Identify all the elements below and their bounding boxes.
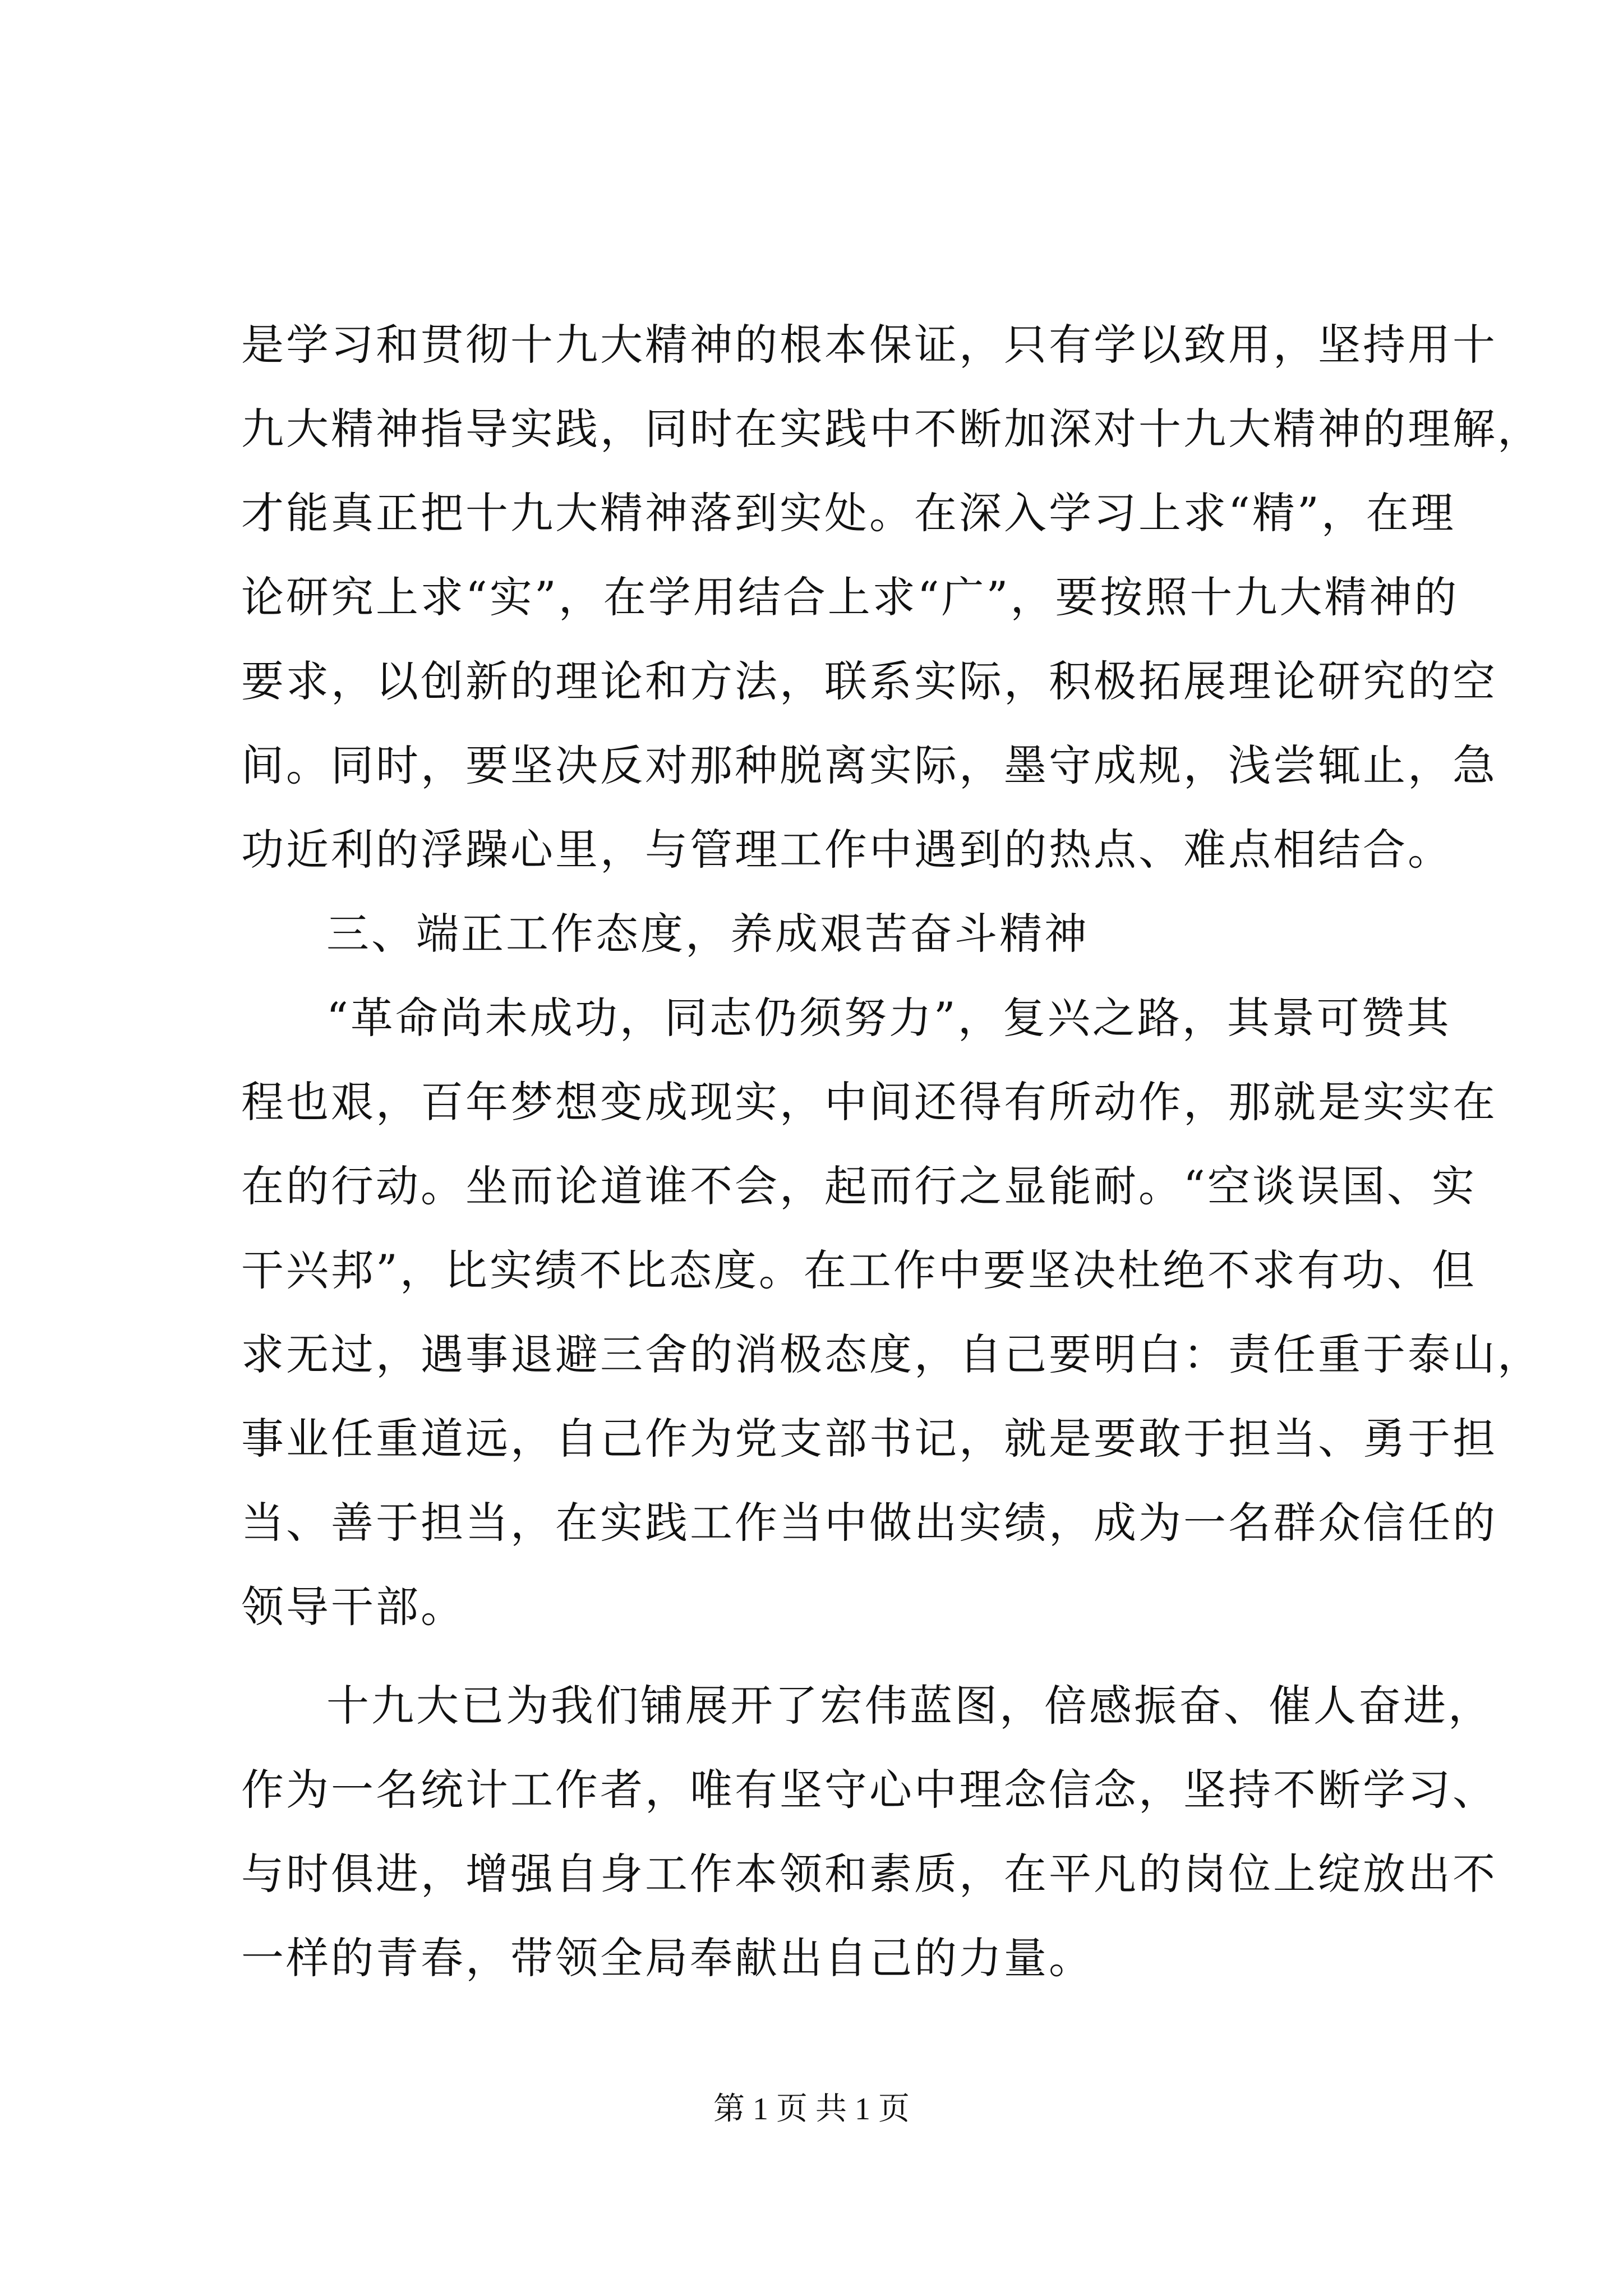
- text-line: 干兴邦”，比实绩不比态度。在工作中要坚决杜绝不求有功、但: [241, 1245, 1477, 1295]
- text-line: 在的行动。坐而论道谁不会，起而行之显能耐。“空谈误国、实: [241, 1161, 1477, 1211]
- text-line: 要求，以创新的理论和方法，联系实际，积极拓展理论研究的空: [241, 656, 1497, 706]
- text-line: 十九大已为我们铺展开了宏伟蓝图，倍感振奋、催人奋进，: [326, 1681, 1493, 1731]
- text-line: 事业任重道远，自己作为党支部书记，就是要敢于担当、勇于担: [241, 1414, 1497, 1464]
- text-line: 论研究上求“实”，在学用结合上求“广”，要按照十九大精神的: [241, 572, 1459, 622]
- page-footer: [0, 2087, 1623, 2132]
- text-line: 一样的青春，带领全局奉献出自己的力量。: [241, 1933, 1094, 1983]
- text-line: 程也艰，百年梦想变成现实，中间还得有所动作，那就是实实在: [241, 1077, 1497, 1127]
- text-line: 才能真正把十九大精神落到实处。在深入学习上求“精”，在理: [241, 488, 1456, 538]
- text-line: 与时俱进，增强自身工作本领和素质，在平凡的岗位上绽放出不: [241, 1849, 1497, 1899]
- text-line: “革命尚未成功，同志仍须努力”，复兴之路，其景可赞其: [326, 993, 1451, 1043]
- page-number: 第 1 页 共 1 页: [713, 2092, 910, 2127]
- text-line: 九大精神指导实践，同时在实践中不断加深对十九大精神的理解，: [241, 404, 1542, 454]
- text-line: 是学习和贯彻十九大精神的根本保证，只有学以致用，坚持用十: [241, 320, 1497, 370]
- text-line: 作为一名统计工作者，唯有坚守心中理念信念，坚持不断学习、: [241, 1765, 1497, 1815]
- text-line: 间。同时，要坚决反对那种脱离实际，墨守成规，浅尝辄止，急: [241, 740, 1497, 790]
- text-line: 当、善于担当，在实践工作当中做出实绩，成为一名群众信任的: [241, 1498, 1497, 1548]
- document-body: [241, 303, 1542, 2000]
- text-line: 求无过，遇事退避三舍的消极态度，自己要明白：责任重于泰山，: [241, 1329, 1542, 1379]
- section-heading: 三、端正工作态度，养成艰苦奋斗精神: [326, 909, 1089, 959]
- text-line: 功近利的浮躁心里，与管理工作中遇到的热点、难点相结合。: [241, 825, 1453, 875]
- text-line: 领导干部。: [241, 1582, 465, 1632]
